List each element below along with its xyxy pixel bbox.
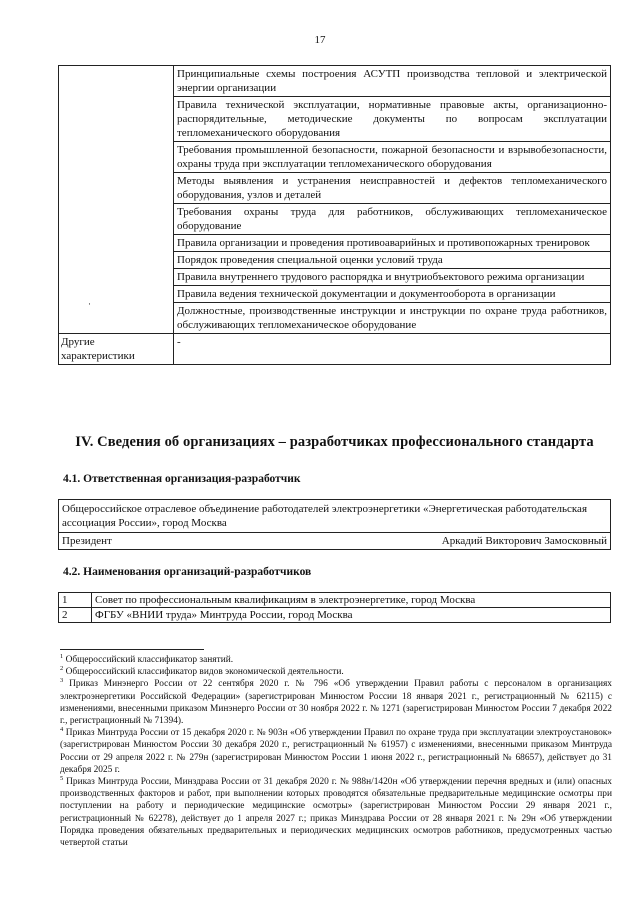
bullet-mark: · xyxy=(88,299,91,309)
requirement-item: Правила ведения технической документации и документооборота в организации xyxy=(174,286,611,303)
footnotes xyxy=(60,654,612,849)
table-row xyxy=(59,608,611,623)
requirement-item: Методы выявления и устранения неисправностей и дефектов тепломеханического оборудования, узлов и деталей xyxy=(174,173,611,204)
signatory-name: Аркадий Викторович Замосковный xyxy=(441,535,607,547)
other-characteristics-value: - xyxy=(174,334,611,365)
other-characteristics-label: Другие характеристики xyxy=(59,334,174,365)
requirement-item: Правила технической эксплуатации, нормативные правовые акты, организационно-распорядительные, методические документы по вопросам эксплуатации тепломеханического оборудования xyxy=(174,97,611,142)
footnote: $^1$ Общероссийский классификатор занятий. xyxy=(60,652,234,665)
developer-org-number: 2 xyxy=(59,608,92,623)
requirement-item: Правила внутреннего трудового распорядка и внутриобъектового режима организации xyxy=(174,269,611,286)
requirements-label-cell xyxy=(59,66,174,334)
responsible-org-signature xyxy=(59,533,611,550)
requirement-item: Должностные, производственные инструкции и инструкции по охране труда работников, обслуживающих тепломеханическое оборудование xyxy=(174,303,611,334)
requirement-item: Принципиальные схемы построения АСУТП производства тепловой и электрической энергии организации xyxy=(174,66,611,97)
requirement-item: Требования промышленной безопасности, пожарной безопасности и взрывобезопасности, охраны труда при эксплуатации тепломеханического оборудования xyxy=(174,142,611,173)
footnote: $^5$ Приказ Минтруда России, Минздрава России от 31 декабря 2020 г. № 988н/1420н «Об утверждении перечня вредных и (или) опасных производственных факторов и работ, при выполнении которых проводятся обязательные предварительные медицинские осмотры при поступлении на работу и периодические медицинские осмотры» (зарегистрирован Минюстом России 29 января 2021 г., регистрационный № 62278), действует до 1 апреля 2027 г.; приказ Минздрава России от 28 января 2021 г. № 29н «Об утверждении Порядка проведения обязательных предварительных и периодических медицинских осмотров работников, предусмотренных частью четвертой статьи xyxy=(60,774,612,849)
requirement-item: Порядок проведения специальной оценки условий труда xyxy=(174,252,611,269)
section-title: IV. Сведения об организациях – разработчиках профессионального стандарта xyxy=(75,434,594,450)
footnote: $^4$ Приказ Минтруда России от 15 декабря 2020 г. № 903н «Об утверждении Правил по охране труда при эксплуатации электроустановок» (зарегистрирован Минюстом России 30 декабря 2020 г., регистрационный № 61957) с изменениями, внесенными приказом Минтруда России от 29 апреля 2022 г. № 279н (зарегистрирован Минюстом России 1 июня 2022 г., регистрационный № 68657), действует до 31 декабря 2025 г. xyxy=(60,726,612,775)
responsible-org-name: Общероссийское отраслевое объединение работодателей электроэнергетики «Энергетическая работодательская ассоциация России», город Москва xyxy=(59,500,611,533)
requirement-item: Требования охраны труда для работников, обслуживающих тепломеханическое оборудование xyxy=(174,204,611,235)
developer-org-name: Совет по профессиональным квалификациям в электроэнергетике, город Москва xyxy=(92,593,611,608)
signatory-position: Президент xyxy=(62,535,112,547)
responsible-org-table xyxy=(58,499,611,550)
page-number: 17 xyxy=(314,34,326,46)
developer-orgs-heading: 4.2. Наименования организаций-разработчиков xyxy=(63,566,312,578)
developer-org-number: 1 xyxy=(59,593,92,608)
footnote: $^3$ Приказ Минэнерго России от 22 сентября 2020 г. № 796 «Об утверждении Правил работы с персоналом в организациях электроэнергетики Российской Федерации» (зарегистрирован Минюстом России 18 января 2021 г., регистрационный № 62115) с изменениями, внесенными приказом Минэнерго России от 30 ноября 2022 г. № 1271 (зарегистрирован Минюстом России 7 декабря 2022 г., регистрационный № 71394). xyxy=(60,677,612,727)
developer-org-name: ФГБУ «ВНИИ труда» Минтруда России, город Москва xyxy=(92,608,611,623)
table-row xyxy=(59,593,611,608)
developer-orgs-table xyxy=(58,592,611,623)
requirement-item: Правила организации и проведения противоаварийных и противопожарных тренировок xyxy=(174,235,611,252)
responsible-org-heading: 4.1. Ответственная организация-разработчик xyxy=(63,473,301,485)
footnote: $^2$ Общероссийский классификатор видов экономической деятельности. xyxy=(60,665,344,678)
qualification-table xyxy=(58,65,611,365)
footnote-divider xyxy=(60,649,204,650)
